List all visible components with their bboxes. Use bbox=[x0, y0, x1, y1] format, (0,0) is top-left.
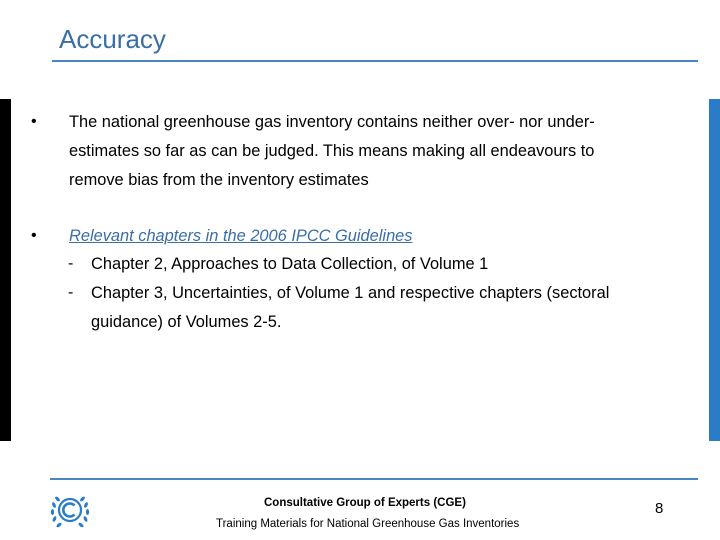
right-accent-bar bbox=[709, 99, 720, 441]
unfccc-logo-icon bbox=[48, 489, 92, 533]
title-divider bbox=[52, 60, 698, 62]
sub-item-1-line-1: Chapter 2, Approaches to Data Collection, of Volume 1 bbox=[91, 255, 489, 273]
bullet-marker: • bbox=[31, 113, 37, 130]
footer-organization: Consultative Group of Experts (CGE) bbox=[264, 497, 466, 509]
footer-divider bbox=[50, 478, 698, 480]
bullet-1-line-3: remove bias from the inventory estimates bbox=[69, 171, 369, 189]
footer-subtitle: Training Materials for National Greenhouse Gas Inventories bbox=[216, 518, 520, 530]
left-accent-bar bbox=[0, 99, 11, 441]
sub-item-2-line-1: Chapter 3, Uncertainties, of Volume 1 and respective chapters (sectoral bbox=[91, 284, 610, 302]
bullet-1-line-2: estimates so far as can be judged. This means making all endeavours to bbox=[69, 142, 595, 160]
bullet-1-line-1: The national greenhouse gas inventory contains neither over- nor under- bbox=[69, 113, 595, 131]
bullet-marker: • bbox=[31, 227, 37, 244]
ipcc-guidelines-link[interactable]: Relevant chapters in the 2006 IPCC Guidelines bbox=[69, 227, 413, 245]
slide-title: Accuracy bbox=[59, 24, 166, 54]
dash-marker: - bbox=[68, 284, 74, 301]
dash-marker: - bbox=[68, 255, 74, 272]
sub-item-2-line-2: guidance) of Volumes 2-5. bbox=[91, 313, 282, 331]
page-number: 8 bbox=[655, 500, 664, 517]
